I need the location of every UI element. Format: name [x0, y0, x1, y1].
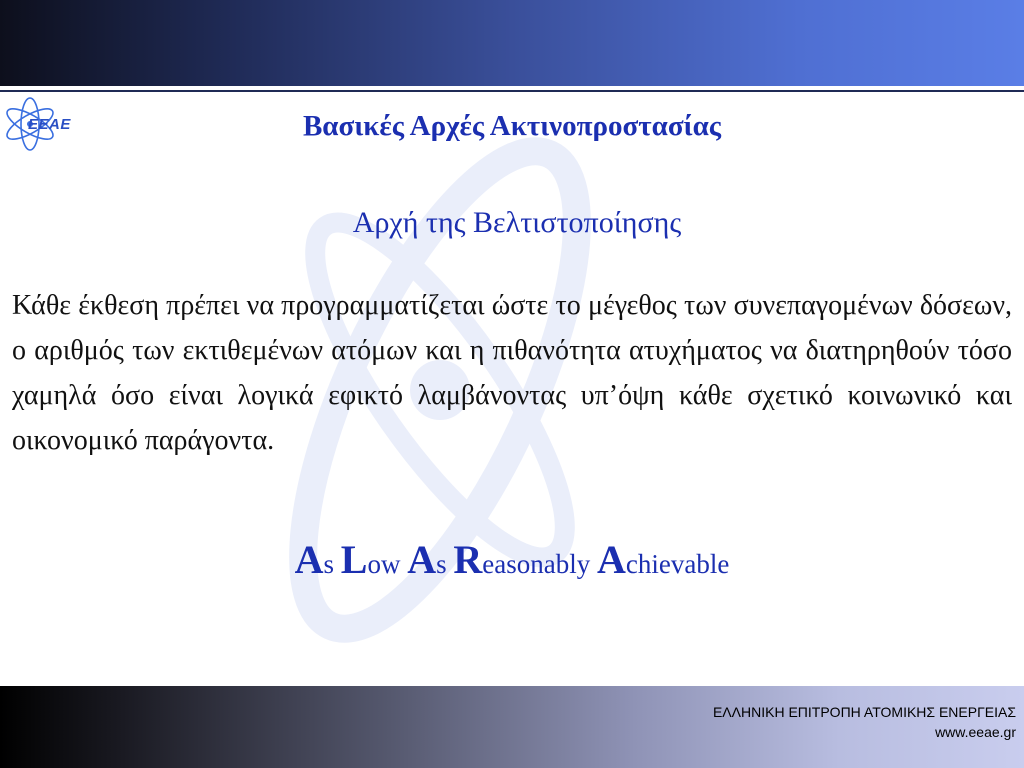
alara-rest-2: ow — [367, 549, 401, 579]
alara-rest-3: s — [436, 549, 447, 579]
footer-organization: ΕΛΛΗΝΙΚΗ ΕΠΙΤΡΟΠΗ ΑΤΟΜΙΚΗΣ ΕΝΕΡΓΕΙΑΣ — [712, 704, 1016, 720]
alara-rest-1: s — [323, 549, 335, 579]
alara-initial-1: A — [294, 537, 324, 582]
body-paragraph: Κάθε έκθεση πρέπει να προγραμματίζεται ώστε το μέγεθος των συνεπαγομένων δόσεων, ο αριθμός των εκτιθεμένων ατόμων και η πιθανότητα ατυχήματος να διατηρηθούν τόσο χαμηλά όσο είναι λογικά εφικτό λαμβάνοντας υπ’όψη κάθε σχετικό κοινωνικό και οικονομικό παράγοντα. — [12, 290, 1012, 456]
alara-initial-5: A — [597, 537, 626, 582]
alara-rest-5: chievable — [625, 549, 730, 579]
header-band — [0, 0, 1024, 86]
header-rule — [0, 86, 1024, 92]
page-title: Βασικές Αρχές Ακτινοπροστασίας — [302, 110, 722, 142]
alara-acronym — [0, 536, 1024, 583]
alara-rest-4: easonably — [482, 549, 591, 579]
footer-url[interactable]: www.eeae.gr — [935, 724, 1016, 740]
footer-band — [0, 686, 1024, 768]
page-subtitle: Αρχή της Βελτιστοποίησης — [352, 206, 682, 239]
alara-initial-4: R — [453, 537, 483, 582]
logo-text: ΕΕΑΕ — [28, 116, 71, 133]
alara-initial-2: L — [340, 537, 368, 582]
alara-initial-3: A — [407, 537, 437, 582]
